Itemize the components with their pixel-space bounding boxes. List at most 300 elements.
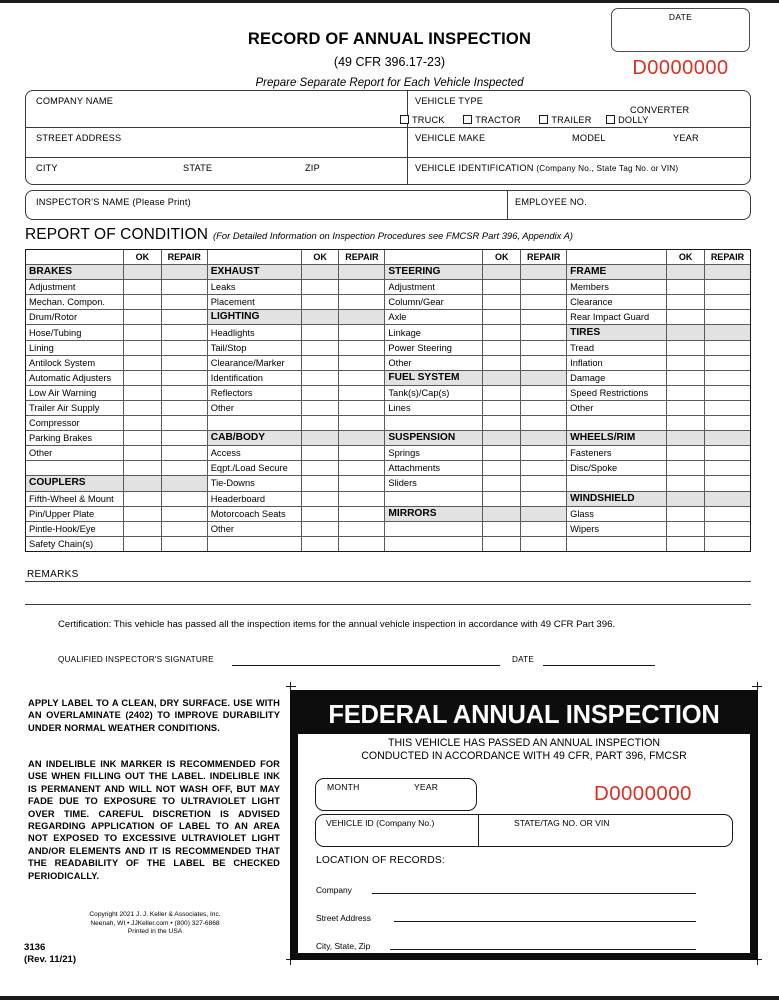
condition-repair-checkbox-cell[interactable] [161,355,207,370]
condition-section-ok-spacer [124,476,162,491]
vehicle-id-note: (Company No., State Tag No. or VIN) [536,164,679,173]
condition-table-row [26,370,751,385]
condition-ok-checkbox-cell[interactable] [124,310,162,325]
year-label: YEAR [673,133,699,143]
page-title: RECORD OF ANNUAL INSPECTION [247,30,532,48]
condition-ok-checkbox-cell[interactable] [483,446,521,461]
condition-table-row [26,295,751,310]
condition-repair-checkbox-cell[interactable] [161,340,207,355]
condition-empty-cell [567,416,667,431]
condition-repair-checkbox-cell[interactable] [339,461,385,476]
condition-repair-checkbox-cell[interactable] [161,536,207,551]
form-number-block [24,942,76,966]
condition-section-repair-spacer [339,310,385,325]
checkbox-label-tractor: TRACTOR [475,115,521,125]
condition-item-label: Axle [385,310,483,325]
condition-section-ok-spacer [667,325,705,340]
condition-ok-checkbox-cell[interactable] [667,506,705,521]
label-subtitle-line-2: CONDUCTED IN ACCORDANCE WITH 49 CFR, PART 396, FMCSR [361,750,687,762]
condition-repair-checkbox-cell[interactable] [161,506,207,521]
condition-item-label: Members [567,280,667,295]
condition-ok-checkbox-cell[interactable] [301,506,339,521]
condition-repair-checkbox-cell[interactable] [521,400,567,415]
condition-ok-checkbox-cell[interactable] [667,521,705,536]
date-label: DATE [668,12,693,22]
remarks-label: REMARKS [27,569,79,580]
condition-repair-checkbox-cell [339,536,385,551]
condition-table-row [26,491,751,506]
date-field-box[interactable] [611,8,750,52]
condition-repair-checkbox-cell[interactable] [161,325,207,340]
condition-repair-checkbox-cell[interactable] [704,506,750,521]
condition-ok-checkbox-cell[interactable] [124,340,162,355]
label-subtitle [298,737,750,763]
condition-item-label: Glass [567,506,667,521]
condition-repair-checkbox-cell [521,536,567,551]
condition-ok-checkbox-cell[interactable] [667,446,705,461]
column-header-spacer [385,250,483,265]
condition-repair-checkbox-cell[interactable] [339,340,385,355]
condition-repair-checkbox-cell[interactable] [161,400,207,415]
condition-item-label: Trailer Air Supply [26,400,124,415]
column-header-repair: REPAIR [161,250,207,265]
condition-ok-checkbox-cell [483,491,521,506]
condition-section-header: WHEELS/RIM [567,431,667,446]
label-vehicle-id-label: VEHICLE ID (Company No.) [326,818,435,828]
column-header-spacer [26,250,124,265]
condition-section-header: TIRES [567,325,667,340]
label-location-row-street: Street Address [316,913,371,923]
condition-repair-checkbox-cell[interactable] [521,295,567,310]
condition-repair-checkbox-cell[interactable] [161,295,207,310]
column-header-spacer [567,250,667,265]
condition-ok-checkbox-cell[interactable] [124,325,162,340]
condition-section-header: BRAKES [26,265,124,280]
condition-item-label: Lines [385,400,483,415]
condition-section-ok-spacer [483,370,521,385]
condition-item-label: Adjustment [26,280,124,295]
condition-section-ok-spacer [301,265,339,280]
vehicle-identification-label [415,163,678,173]
condition-table-row [26,310,751,325]
condition-repair-checkbox-cell[interactable] [521,280,567,295]
condition-item-label: Automatic Adjusters [26,370,124,385]
label-location-line-city[interactable] [390,949,696,950]
condition-table-row [26,416,751,431]
remarks-line-2 [25,604,751,605]
state-label: STATE [183,163,213,173]
condition-item-label: Tail/Stop [207,340,301,355]
condition-repair-checkbox-cell[interactable] [521,310,567,325]
condition-ok-checkbox-cell[interactable] [301,476,339,491]
condition-section-ok-spacer [483,265,521,280]
condition-item-label: Eqpt./Load Secure [207,461,301,476]
vehicle-id-main-label: VEHICLE IDENTIFICATION [415,163,534,173]
condition-repair-checkbox-cell[interactable] [704,280,750,295]
form-serial-number: D0000000 [632,57,729,79]
label-month-label: MONTH [327,782,360,792]
condition-section-header: EXHAUST [207,265,301,280]
condition-table-header-row [26,250,751,265]
condition-repair-checkbox-cell[interactable] [521,385,567,400]
condition-ok-checkbox-cell[interactable] [124,416,162,431]
condition-repair-checkbox-cell[interactable] [521,340,567,355]
condition-table-row [26,521,751,536]
condition-empty-cell [385,521,483,536]
condition-repair-checkbox-cell[interactable] [161,446,207,461]
condition-ok-checkbox-cell[interactable] [667,280,705,295]
condition-ok-checkbox-cell[interactable] [667,385,705,400]
condition-section-repair-spacer [521,431,567,446]
condition-ok-checkbox-cell[interactable] [483,310,521,325]
report-of-condition-note: (For Detailed Information on Inspection Procedures see FMCSR Part 396, Appendix A) [213,230,573,241]
condition-repair-checkbox-cell [704,536,750,551]
condition-item-label: Placement [207,295,301,310]
condition-ok-checkbox-cell [667,536,705,551]
condition-ok-checkbox-cell[interactable] [483,295,521,310]
condition-section-ok-spacer [667,491,705,506]
condition-section-ok-spacer [301,431,339,446]
condition-ok-checkbox-cell[interactable] [124,400,162,415]
condition-repair-checkbox-cell[interactable] [704,446,750,461]
condition-repair-checkbox-cell[interactable] [704,400,750,415]
condition-repair-checkbox-cell [521,416,567,431]
condition-ok-checkbox-cell[interactable] [301,340,339,355]
federal-annual-inspection-label [290,690,758,960]
condition-ok-checkbox-cell[interactable] [483,355,521,370]
condition-section-repair-spacer [704,431,750,446]
condition-repair-checkbox-cell[interactable] [161,310,207,325]
condition-ok-checkbox-cell[interactable] [667,370,705,385]
condition-ok-checkbox-cell[interactable] [301,355,339,370]
condition-table-row [26,461,751,476]
condition-ok-checkbox-cell[interactable] [124,280,162,295]
condition-repair-checkbox-cell[interactable] [161,491,207,506]
condition-table-row [26,265,751,280]
condition-ok-checkbox-cell[interactable] [124,295,162,310]
condition-repair-checkbox-cell [521,521,567,536]
condition-repair-checkbox-cell[interactable] [339,355,385,370]
checkbox-icon-trailer[interactable] [539,115,548,124]
condition-item-label: Antilock System [26,355,124,370]
condition-section-header: STEERING [385,265,483,280]
condition-ok-checkbox-cell[interactable] [301,461,339,476]
condition-ok-checkbox-cell[interactable] [667,340,705,355]
condition-item-label: Identification [207,370,301,385]
condition-repair-checkbox-cell[interactable] [339,476,385,491]
condition-item-label: Pin/Upper Plate [26,506,124,521]
remarks-line-1 [25,581,751,582]
signature-label: QUALIFIED INSPECTOR'S SIGNATURE [58,655,214,664]
condition-item-label: Inflation [567,355,667,370]
condition-ok-checkbox-cell[interactable] [124,385,162,400]
checkbox-label-trailer: TRAILER [551,115,592,125]
condition-ok-checkbox-cell[interactable] [301,446,339,461]
condition-item-label: Adjustment [385,280,483,295]
condition-item-label: Parking Brakes [26,431,124,446]
condition-repair-checkbox-cell[interactable] [339,385,385,400]
condition-ok-checkbox-cell[interactable] [301,370,339,385]
condition-section-repair-spacer [704,325,750,340]
condition-ok-checkbox-cell[interactable] [124,370,162,385]
condition-item-label: Motorcoach Seats [207,506,301,521]
condition-section-header: CAB/BODY [207,431,301,446]
condition-repair-checkbox-cell[interactable] [339,446,385,461]
condition-item-label: Speed Restrictions [567,385,667,400]
inspector-name-note: (Please Print) [132,197,191,207]
condition-section-ok-spacer [124,265,162,280]
checkbox-trailer[interactable] [539,115,591,125]
condition-ok-checkbox-cell[interactable] [124,446,162,461]
label-banner-title: FEDERAL ANNUAL INSPECTION [298,697,750,734]
condition-item-label: Reflectors [207,385,301,400]
zip-label: ZIP [305,163,320,173]
condition-item-label: Wipers [567,521,667,536]
condition-empty-cell [207,536,301,551]
condition-repair-checkbox-cell[interactable] [704,385,750,400]
condition-ok-checkbox-cell[interactable] [483,476,521,491]
condition-repair-checkbox-cell[interactable] [161,385,207,400]
condition-section-repair-spacer [161,476,207,491]
inspector-name-label [36,197,191,207]
condition-repair-checkbox-cell [704,416,750,431]
condition-section-repair-spacer [521,265,567,280]
condition-repair-checkbox-cell[interactable] [339,325,385,340]
condition-ok-checkbox-cell[interactable] [483,280,521,295]
condition-repair-checkbox-cell[interactable] [339,521,385,536]
label-year-label: YEAR [414,782,439,792]
report-of-condition-heading [25,226,573,244]
condition-item-label: Clearance [567,295,667,310]
label-inner-area [298,697,750,953]
condition-ok-checkbox-cell[interactable] [124,506,162,521]
condition-table [25,249,751,552]
condition-repair-checkbox-cell[interactable] [161,521,207,536]
checkbox-icon-tractor[interactable] [463,115,472,124]
condition-ok-checkbox-cell[interactable] [667,310,705,325]
condition-ok-checkbox-cell[interactable] [301,385,339,400]
condition-repair-checkbox-cell [339,416,385,431]
condition-ok-checkbox-cell[interactable] [667,295,705,310]
vehicle-type-label: VEHICLE TYPE [415,96,484,106]
condition-repair-checkbox-cell[interactable] [161,370,207,385]
column-header-spacer [207,250,301,265]
converter-dolly-line1: CONVERTER [630,105,690,115]
checkbox-icon-truck[interactable] [400,115,409,124]
condition-item-label: Fifth-Wheel & Mount [26,491,124,506]
condition-item-label: Compressor [26,416,124,431]
info-divider-2 [26,157,750,158]
condition-ok-checkbox-cell[interactable] [301,295,339,310]
condition-repair-checkbox-cell [521,491,567,506]
condition-item-label: Attachments [385,461,483,476]
preparation-instruction: Prepare Separate Report for Each Vehicle Inspected [255,77,524,89]
condition-ok-checkbox-cell[interactable] [124,536,162,551]
checkbox-icon-converter-dolly[interactable] [606,115,615,124]
condition-repair-checkbox-cell[interactable] [161,431,207,446]
label-location-line-street[interactable] [394,921,696,922]
instructions-paragraph-2: AN INDELIBLE INK MARKER IS RECOMMENDED FOR USE WHEN FILLING OUT THE LABEL. INDELIBLE INK IS PERMANENT AND WILL NOT WASH OFF, BUT MAY FADE DUE TO EXPOSURE TO ULTRAVIOLET LIGHT OVER TIME. CAREFUL DISCRETION IS ADVISED REGARDING APPLICATION OF LABEL TO AN AREA NOT EXPOSED TO EXCESSIVE ULTRAVIOLET LIGHT AND/OR ELEMENTS AND IT IS RECOMMENDED THAT THE READABILITY OF THE LABEL BE CHECKED PERIODICALLY. [28,759,280,881]
checkbox-tractor[interactable] [463,115,521,125]
condition-repair-checkbox-cell[interactable] [339,491,385,506]
condition-repair-checkbox-cell[interactable] [704,355,750,370]
condition-item-label: Other [207,400,301,415]
condition-repair-checkbox-cell[interactable] [521,461,567,476]
condition-ok-checkbox-cell[interactable] [124,491,162,506]
condition-repair-checkbox-cell[interactable] [339,370,385,385]
copyright-line-3: Printed in the USA [127,928,183,936]
condition-item-label: Lining [26,340,124,355]
condition-ok-checkbox-cell[interactable] [124,521,162,536]
condition-empty-cell [567,536,667,551]
report-of-condition-title: REPORT OF CONDITION [25,226,209,243]
certification-date-line[interactable] [543,665,655,666]
condition-item-label: Springs [385,446,483,461]
condition-table-row [26,385,751,400]
condition-ok-checkbox-cell[interactable] [301,521,339,536]
condition-item-label: Mechan. Compon. [26,295,124,310]
condition-ok-checkbox-cell[interactable] [667,461,705,476]
page-bottom-rule [0,996,779,1000]
condition-item-label: Tie-Downs [207,476,301,491]
condition-section-repair-spacer [339,431,385,446]
condition-item-label: Tread [567,340,667,355]
condition-item-label: Column/Gear [385,295,483,310]
condition-section-header: FRAME [567,265,667,280]
condition-section-ok-spacer [301,310,339,325]
condition-ok-checkbox-cell [483,536,521,551]
condition-ok-checkbox-cell [301,416,339,431]
condition-section-ok-spacer [483,506,521,521]
condition-section-header: COUPLERS [26,476,124,491]
condition-item-label: Damage [567,370,667,385]
info-divider-1 [26,127,750,128]
label-vehicle-id-box[interactable] [315,814,733,847]
condition-ok-checkbox-cell [124,461,162,476]
condition-item-label: Other [207,521,301,536]
condition-section-repair-spacer [521,370,567,385]
condition-table-row [26,476,751,491]
condition-table-row [26,506,751,521]
condition-section-ok-spacer [483,431,521,446]
condition-section-repair-spacer [704,491,750,506]
street-address-label: STREET ADDRESS [36,133,122,143]
condition-repair-checkbox-cell[interactable] [161,280,207,295]
label-location-of-records-title: LOCATION OF RECORDS: [316,855,445,866]
condition-item-label: Clearance/Marker [207,355,301,370]
condition-repair-checkbox-cell[interactable] [704,461,750,476]
condition-section-header: SUSPENSION [385,431,483,446]
condition-ok-checkbox-cell[interactable] [301,280,339,295]
condition-table-row [26,536,751,551]
condition-empty-cell [26,461,124,476]
condition-repair-checkbox-cell[interactable] [704,340,750,355]
condition-repair-checkbox-cell[interactable] [521,476,567,491]
condition-repair-checkbox-cell[interactable] [704,521,750,536]
condition-repair-checkbox-cell[interactable] [339,280,385,295]
condition-repair-checkbox-cell[interactable] [521,446,567,461]
signature-line[interactable] [232,665,500,666]
condition-section-header: MIRRORS [385,506,483,521]
condition-ok-checkbox-cell[interactable] [301,400,339,415]
condition-item-label: Rear Impact Guard [567,310,667,325]
condition-item-label: Access [207,446,301,461]
city-label: CITY [36,163,58,173]
condition-ok-checkbox-cell[interactable] [483,340,521,355]
employee-no-label: EMPLOYEE NO. [515,197,587,207]
condition-repair-checkbox-cell[interactable] [704,370,750,385]
inspector-name-main-label: INSPECTOR'S NAME [36,197,130,207]
condition-repair-checkbox-cell[interactable] [339,295,385,310]
condition-repair-checkbox-cell[interactable] [339,400,385,415]
instructions-paragraph-1: APPLY LABEL TO A CLEAN, DRY SURFACE. USE WITH AN OVERLAMINATE (2402) TO IMPROVE DURABILITY UNDER NORMAL WEATHER CONDITIONS. [28,698,280,733]
condition-ok-checkbox-cell[interactable] [667,355,705,370]
condition-ok-checkbox-cell[interactable] [124,431,162,446]
condition-item-label: Drum/Rotor [26,310,124,325]
condition-table-row [26,355,751,370]
column-header-ok: OK [301,250,339,265]
condition-repair-checkbox-cell[interactable] [521,325,567,340]
condition-ok-checkbox-cell[interactable] [483,385,521,400]
checkbox-truck[interactable] [400,115,445,125]
model-label: MODEL [572,133,606,143]
condition-ok-checkbox-cell[interactable] [124,355,162,370]
condition-empty-cell [567,476,667,491]
condition-repair-checkbox-cell[interactable] [161,416,207,431]
condition-item-label: Headlights [207,325,301,340]
condition-repair-checkbox-cell[interactable] [704,295,750,310]
condition-empty-cell [207,416,301,431]
column-header-repair: REPAIR [704,250,750,265]
certification-date-label: DATE [512,655,535,664]
condition-item-label: Disc/Spoke [567,461,667,476]
condition-item-label: Safety Chain(s) [26,536,124,551]
label-subtitle-line-1: THIS VEHICLE HAS PASSED AN ANNUAL INSPECTION [388,737,660,749]
condition-ok-checkbox-cell[interactable] [667,400,705,415]
label-state-tag-label: STATE/TAG NO. OR VIN [514,818,610,828]
condition-repair-checkbox-cell[interactable] [704,310,750,325]
condition-ok-checkbox-cell[interactable] [483,461,521,476]
condition-item-label: Low Air Warning [26,385,124,400]
form-number: 3136 [24,942,46,953]
label-location-line-company[interactable] [372,893,696,894]
condition-repair-checkbox-cell[interactable] [339,506,385,521]
condition-item-label: Fasteners [567,446,667,461]
condition-ok-checkbox-cell[interactable] [483,400,521,415]
info-vertical-divider [407,91,408,184]
copyright-line-2: Neenah, WI • JJKeller.com • (800) 327-6868 [90,919,220,927]
condition-section-repair-spacer [704,265,750,280]
form-revision: (Rev. 11/21) [24,954,77,965]
condition-ok-checkbox-cell[interactable] [301,325,339,340]
label-location-row-city: City, State, Zip [316,941,371,951]
copyright-line-1: Copyright 2021 J. J. Keller & Associates, Inc. [89,911,221,918]
condition-item-label: Power Steering [385,340,483,355]
condition-ok-checkbox-cell[interactable] [301,491,339,506]
checkbox-converter-dolly[interactable] [606,115,648,125]
column-header-ok: OK [483,250,521,265]
condition-ok-checkbox-cell [483,521,521,536]
label-month-year-box[interactable] [315,778,477,811]
condition-table-row [26,446,751,461]
condition-repair-checkbox-cell [704,476,750,491]
condition-ok-checkbox-cell[interactable] [483,325,521,340]
column-header-ok: OK [124,250,162,265]
condition-item-label: Headerboard [207,491,301,506]
condition-ok-checkbox-cell [667,476,705,491]
condition-item-label: Other [26,446,124,461]
condition-repair-checkbox-cell[interactable] [521,355,567,370]
